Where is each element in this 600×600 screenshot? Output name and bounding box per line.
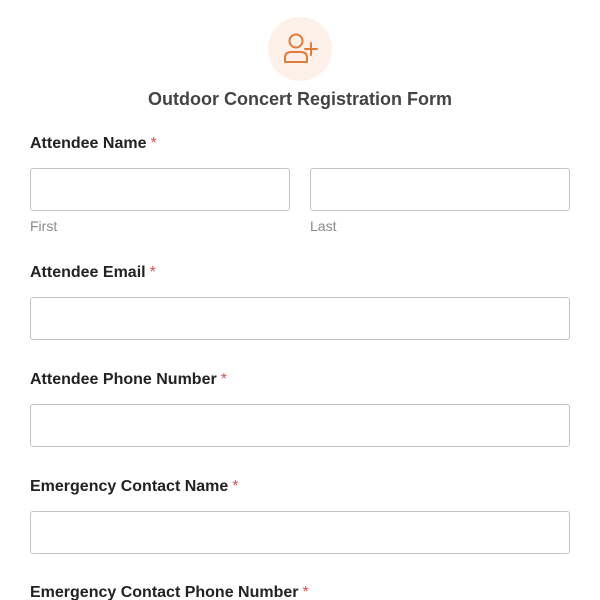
required-marker: * <box>150 135 157 152</box>
required-marker: * <box>232 478 239 495</box>
last-name-sublabel: Last <box>310 218 337 234</box>
required-marker: * <box>220 371 227 388</box>
required-marker: * <box>302 584 309 600</box>
attendee-phone-input[interactable] <box>30 404 570 447</box>
first-name-input[interactable] <box>30 168 290 211</box>
emergency-contact-phone-label: Emergency Contact Phone Number * <box>30 584 309 600</box>
last-name-input[interactable] <box>310 168 570 211</box>
form-title: Outdoor Concert Registration Form <box>147 89 452 109</box>
attendee-email-label: Attendee Email * <box>30 264 156 281</box>
user-plus-icon <box>280 29 320 69</box>
form-icon-badge <box>268 17 332 81</box>
emergency-contact-name-label: Emergency Contact Name * <box>30 478 239 495</box>
attendee-phone-label: Attendee Phone Number * <box>30 371 227 388</box>
emergency-contact-name-input[interactable] <box>30 511 570 554</box>
required-marker: * <box>149 264 156 281</box>
attendee-email-input[interactable] <box>30 297 570 340</box>
first-name-sublabel: First <box>30 218 58 234</box>
attendee-name-label: Attendee Name * <box>30 135 157 152</box>
